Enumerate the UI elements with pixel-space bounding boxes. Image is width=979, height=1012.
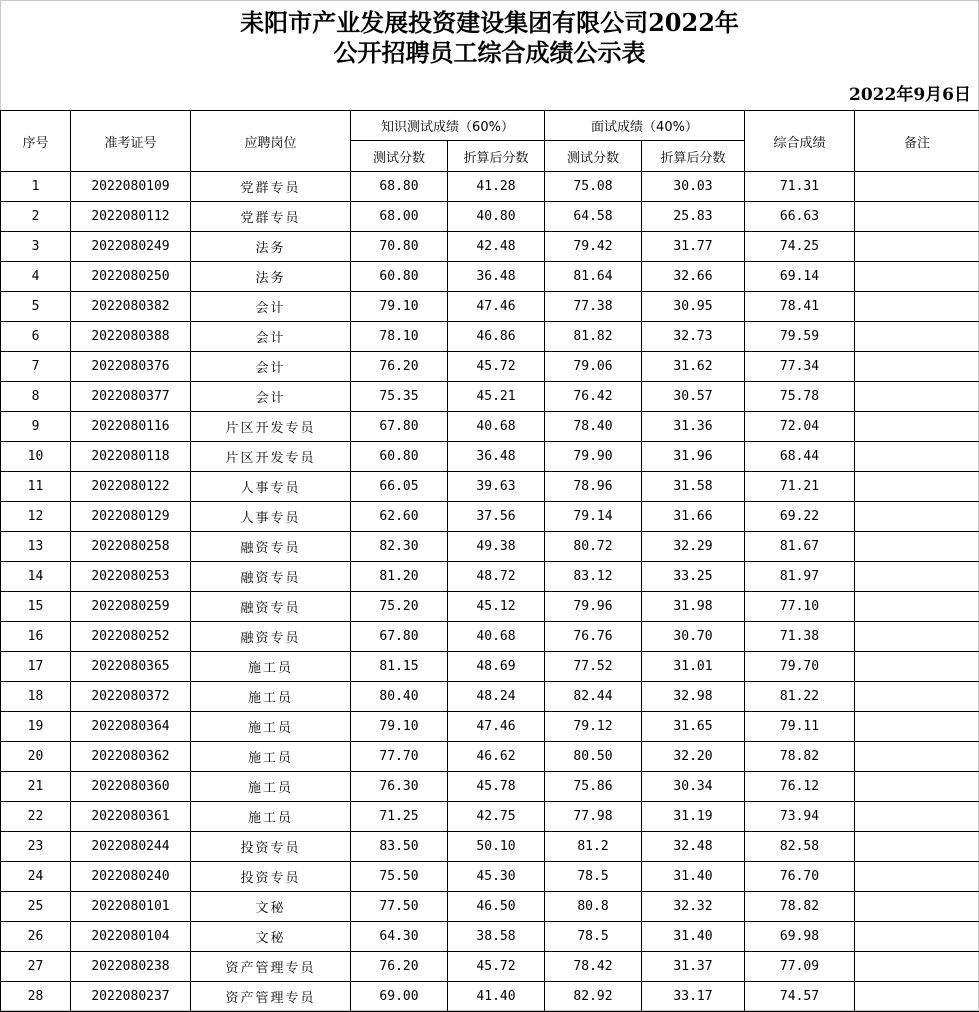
position-cell: 人事专员: [191, 472, 351, 502]
header-interview-test-score: 测试分数: [545, 141, 642, 172]
seq-cell: 10: [1, 442, 71, 472]
interview-test-score-cell: 82.44: [545, 682, 642, 712]
position-cell: 投资专员: [191, 862, 351, 892]
knowledge-converted-cell: 41.40: [448, 982, 545, 1012]
seq-cell: 17: [1, 652, 71, 682]
seq-cell: 27: [1, 952, 71, 982]
interview-converted-cell: 32.66: [642, 262, 745, 292]
knowledge-test-score-cell: 77.50: [351, 892, 448, 922]
position-cell: 会计: [191, 382, 351, 412]
exam-no-cell: 2022080109: [71, 172, 191, 202]
seq-cell: 6: [1, 322, 71, 352]
total-score-cell: 78.82: [745, 742, 855, 772]
knowledge-converted-cell: 42.48: [448, 232, 545, 262]
remark-cell: [855, 502, 979, 532]
knowledge-converted-cell: 45.72: [448, 352, 545, 382]
knowledge-converted-cell: 45.21: [448, 382, 545, 412]
remark-cell: [855, 862, 979, 892]
seq-cell: 22: [1, 802, 71, 832]
table-row: [1, 742, 979, 772]
total-score-cell: 78.82: [745, 892, 855, 922]
knowledge-test-score-cell: 75.50: [351, 862, 448, 892]
total-score-cell: 77.09: [745, 952, 855, 982]
exam-no-cell: 2022080364: [71, 712, 191, 742]
interview-test-score-cell: 81.82: [545, 322, 642, 352]
interview-converted-cell: 31.37: [642, 952, 745, 982]
position-cell: 施工员: [191, 712, 351, 742]
interview-converted-cell: 31.36: [642, 412, 745, 442]
interview-converted-cell: 32.29: [642, 532, 745, 562]
knowledge-converted-cell: 49.38: [448, 532, 545, 562]
interview-converted-cell: 32.20: [642, 742, 745, 772]
table-row: [1, 772, 979, 802]
seq-cell: 28: [1, 982, 71, 1012]
interview-test-score-cell: 78.42: [545, 952, 642, 982]
knowledge-test-score-cell: 60.80: [351, 442, 448, 472]
remark-cell: [855, 832, 979, 862]
exam-no-cell: 2022080253: [71, 562, 191, 592]
table-row: [1, 442, 979, 472]
interview-test-score-cell: 78.5: [545, 862, 642, 892]
interview-converted-cell: 33.17: [642, 982, 745, 1012]
remark-cell: [855, 982, 979, 1012]
interview-test-score-cell: 79.12: [545, 712, 642, 742]
header-interview-converted: 折算后分数: [642, 141, 745, 172]
seq-cell: 7: [1, 352, 71, 382]
interview-converted-cell: 33.25: [642, 562, 745, 592]
position-cell: 施工员: [191, 742, 351, 772]
total-score-cell: 81.67: [745, 532, 855, 562]
total-score-cell: 71.21: [745, 472, 855, 502]
remark-cell: [855, 202, 979, 232]
interview-converted-cell: 32.32: [642, 892, 745, 922]
interview-converted-cell: 25.83: [642, 202, 745, 232]
interview-converted-cell: 31.65: [642, 712, 745, 742]
remark-cell: [855, 652, 979, 682]
seq-cell: 9: [1, 412, 71, 442]
total-score-cell: 76.70: [745, 862, 855, 892]
interview-test-score-cell: 79.06: [545, 352, 642, 382]
position-cell: 会计: [191, 352, 351, 382]
interview-test-score-cell: 81.64: [545, 262, 642, 292]
interview-converted-cell: 31.40: [642, 922, 745, 952]
table-row: [1, 832, 979, 862]
seq-cell: 19: [1, 712, 71, 742]
interview-converted-cell: 32.48: [642, 832, 745, 862]
knowledge-test-score-cell: 76.20: [351, 352, 448, 382]
knowledge-converted-cell: 40.68: [448, 412, 545, 442]
table-row: [1, 652, 979, 682]
remark-cell: [855, 712, 979, 742]
publish-date: 2022年9月6日: [849, 84, 971, 106]
remark-cell: [855, 532, 979, 562]
table-row: [1, 562, 979, 592]
knowledge-test-score-cell: 83.50: [351, 832, 448, 862]
remark-cell: [855, 322, 979, 352]
table-row: [1, 532, 979, 562]
remark-cell: [855, 232, 979, 262]
total-score-cell: 68.44: [745, 442, 855, 472]
header-row-1: [1, 111, 979, 141]
interview-converted-cell: 30.70: [642, 622, 745, 652]
seq-cell: 4: [1, 262, 71, 292]
knowledge-test-score-cell: 67.80: [351, 412, 448, 442]
remark-cell: [855, 412, 979, 442]
exam-no-cell: 2022080361: [71, 802, 191, 832]
header-exam-no: 准考证号: [71, 111, 191, 172]
knowledge-test-score-cell: 68.00: [351, 202, 448, 232]
interview-test-score-cell: 77.52: [545, 652, 642, 682]
seq-cell: 13: [1, 532, 71, 562]
page-subtitle: 公开招聘员工综合成绩公示表: [0, 38, 979, 68]
header-total: 综合成绩: [745, 111, 855, 172]
position-cell: 施工员: [191, 682, 351, 712]
interview-converted-cell: 31.98: [642, 592, 745, 622]
position-cell: 融资专员: [191, 592, 351, 622]
seq-cell: 21: [1, 772, 71, 802]
knowledge-converted-cell: 46.86: [448, 322, 545, 352]
seq-cell: 20: [1, 742, 71, 772]
total-score-cell: 74.57: [745, 982, 855, 1012]
seq-cell: 26: [1, 922, 71, 952]
seq-cell: 16: [1, 622, 71, 652]
remark-cell: [855, 442, 979, 472]
table-row: [1, 502, 979, 532]
exam-no-cell: 2022080129: [71, 502, 191, 532]
exam-no-cell: 2022080382: [71, 292, 191, 322]
interview-converted-cell: 30.57: [642, 382, 745, 412]
table-row: [1, 622, 979, 652]
position-cell: 片区开发专员: [191, 412, 351, 442]
table-row: [1, 592, 979, 622]
interview-converted-cell: 31.40: [642, 862, 745, 892]
total-score-cell: 81.22: [745, 682, 855, 712]
knowledge-test-score-cell: 80.40: [351, 682, 448, 712]
interview-test-score-cell: 76.42: [545, 382, 642, 412]
exam-no-cell: 2022080377: [71, 382, 191, 412]
seq-cell: 5: [1, 292, 71, 322]
remark-cell: [855, 292, 979, 322]
knowledge-test-score-cell: 71.25: [351, 802, 448, 832]
exam-no-cell: 2022080252: [71, 622, 191, 652]
knowledge-test-score-cell: 81.20: [351, 562, 448, 592]
remark-cell: [855, 682, 979, 712]
interview-converted-cell: 31.58: [642, 472, 745, 502]
interview-converted-cell: 32.98: [642, 682, 745, 712]
knowledge-test-score-cell: 68.80: [351, 172, 448, 202]
knowledge-test-score-cell: 82.30: [351, 532, 448, 562]
remark-cell: [855, 772, 979, 802]
exam-no-cell: 2022080362: [71, 742, 191, 772]
seq-cell: 2: [1, 202, 71, 232]
remark-cell: [855, 592, 979, 622]
total-score-cell: 76.12: [745, 772, 855, 802]
total-score-cell: 72.04: [745, 412, 855, 442]
knowledge-converted-cell: 48.69: [448, 652, 545, 682]
knowledge-converted-cell: 45.30: [448, 862, 545, 892]
knowledge-converted-cell: 42.75: [448, 802, 545, 832]
interview-test-score-cell: 83.12: [545, 562, 642, 592]
interview-converted-cell: 32.73: [642, 322, 745, 352]
knowledge-converted-cell: 50.10: [448, 832, 545, 862]
exam-no-cell: 2022080116: [71, 412, 191, 442]
knowledge-test-score-cell: 67.80: [351, 622, 448, 652]
interview-test-score-cell: 77.38: [545, 292, 642, 322]
total-score-cell: 75.78: [745, 382, 855, 412]
seq-cell: 18: [1, 682, 71, 712]
table-row: [1, 952, 979, 982]
header-remark: 备注: [855, 111, 979, 172]
total-score-cell: 77.34: [745, 352, 855, 382]
knowledge-test-score-cell: 70.80: [351, 232, 448, 262]
seq-cell: 24: [1, 862, 71, 892]
knowledge-converted-cell: 48.24: [448, 682, 545, 712]
total-score-cell: 79.70: [745, 652, 855, 682]
table-row: [1, 262, 979, 292]
interview-converted-cell: 31.96: [642, 442, 745, 472]
interview-test-score-cell: 78.96: [545, 472, 642, 502]
knowledge-converted-cell: 45.72: [448, 952, 545, 982]
position-cell: 法务: [191, 262, 351, 292]
interview-converted-cell: 31.77: [642, 232, 745, 262]
remark-cell: [855, 382, 979, 412]
exam-no-cell: 2022080365: [71, 652, 191, 682]
results-table: [0, 110, 979, 1012]
position-cell: 融资专员: [191, 532, 351, 562]
knowledge-test-score-cell: 66.05: [351, 472, 448, 502]
exam-no-cell: 2022080376: [71, 352, 191, 382]
seq-cell: 15: [1, 592, 71, 622]
position-cell: 施工员: [191, 652, 351, 682]
knowledge-test-score-cell: 69.00: [351, 982, 448, 1012]
interview-test-score-cell: 79.42: [545, 232, 642, 262]
table-row: [1, 982, 979, 1012]
position-cell: 施工员: [191, 802, 351, 832]
exam-no-cell: 2022080250: [71, 262, 191, 292]
remark-cell: [855, 742, 979, 772]
knowledge-converted-cell: 47.46: [448, 712, 545, 742]
remark-cell: [855, 802, 979, 832]
interview-test-score-cell: 77.98: [545, 802, 642, 832]
exam-no-cell: 2022080258: [71, 532, 191, 562]
header-knowledge-test-score: 测试分数: [351, 141, 448, 172]
knowledge-converted-cell: 46.62: [448, 742, 545, 772]
interview-test-score-cell: 80.50: [545, 742, 642, 772]
table-row: [1, 892, 979, 922]
interview-test-score-cell: 80.72: [545, 532, 642, 562]
knowledge-test-score-cell: 60.80: [351, 262, 448, 292]
seq-cell: 12: [1, 502, 71, 532]
total-score-cell: 69.98: [745, 922, 855, 952]
remark-cell: [855, 262, 979, 292]
exam-no-cell: 2022080118: [71, 442, 191, 472]
interview-converted-cell: 30.03: [642, 172, 745, 202]
position-cell: 文秘: [191, 922, 351, 952]
position-cell: 人事专员: [191, 502, 351, 532]
knowledge-test-score-cell: 76.30: [351, 772, 448, 802]
table-row: [1, 472, 979, 502]
position-cell: 投资专员: [191, 832, 351, 862]
position-cell: 党群专员: [191, 172, 351, 202]
remark-cell: [855, 352, 979, 382]
remark-cell: [855, 622, 979, 652]
remark-cell: [855, 172, 979, 202]
exam-no-cell: 2022080101: [71, 892, 191, 922]
exam-no-cell: 2022080238: [71, 952, 191, 982]
interview-converted-cell: 30.34: [642, 772, 745, 802]
total-score-cell: 82.58: [745, 832, 855, 862]
total-score-cell: 81.97: [745, 562, 855, 592]
exam-no-cell: 2022080244: [71, 832, 191, 862]
table-row: [1, 412, 979, 442]
table-row: [1, 202, 979, 232]
total-score-cell: 69.22: [745, 502, 855, 532]
table-body: [1, 172, 979, 1012]
position-cell: 会计: [191, 322, 351, 352]
knowledge-converted-cell: 39.63: [448, 472, 545, 502]
seq-cell: 11: [1, 472, 71, 502]
exam-no-cell: 2022080360: [71, 772, 191, 802]
knowledge-converted-cell: 41.28: [448, 172, 545, 202]
interview-test-score-cell: 82.92: [545, 982, 642, 1012]
position-cell: 融资专员: [191, 562, 351, 592]
table-row: [1, 682, 979, 712]
total-score-cell: 78.41: [745, 292, 855, 322]
interview-test-score-cell: 78.5: [545, 922, 642, 952]
title-block: [0, 0, 979, 78]
seq-cell: 3: [1, 232, 71, 262]
remark-cell: [855, 562, 979, 592]
interview-test-score-cell: 75.86: [545, 772, 642, 802]
total-score-cell: 69.14: [745, 262, 855, 292]
position-cell: 党群专员: [191, 202, 351, 232]
position-cell: 融资专员: [191, 622, 351, 652]
page-title: 耒阳市产业发展投资建设集团有限公司2022年: [0, 0, 979, 38]
knowledge-test-score-cell: 79.10: [351, 712, 448, 742]
interview-test-score-cell: 79.96: [545, 592, 642, 622]
position-cell: 资产管理专员: [191, 982, 351, 1012]
position-cell: 文秘: [191, 892, 351, 922]
interview-test-score-cell: 64.58: [545, 202, 642, 232]
table-row: [1, 802, 979, 832]
interview-converted-cell: 31.19: [642, 802, 745, 832]
knowledge-test-score-cell: 62.60: [351, 502, 448, 532]
header-seq: 序号: [1, 111, 71, 172]
knowledge-test-score-cell: 77.70: [351, 742, 448, 772]
header-interview: 面试成绩（40%）: [545, 111, 745, 141]
interview-test-score-cell: 81.2: [545, 832, 642, 862]
position-cell: 施工员: [191, 772, 351, 802]
table-row: [1, 232, 979, 262]
position-cell: 法务: [191, 232, 351, 262]
interview-test-score-cell: 79.90: [545, 442, 642, 472]
interview-test-score-cell: 75.08: [545, 172, 642, 202]
knowledge-converted-cell: 45.78: [448, 772, 545, 802]
total-score-cell: 74.25: [745, 232, 855, 262]
interview-test-score-cell: 78.40: [545, 412, 642, 442]
position-cell: 资产管理专员: [191, 952, 351, 982]
remark-cell: [855, 922, 979, 952]
seq-cell: 14: [1, 562, 71, 592]
table-row: [1, 292, 979, 322]
interview-converted-cell: 31.62: [642, 352, 745, 382]
header-position: 应聘岗位: [191, 111, 351, 172]
knowledge-test-score-cell: 75.35: [351, 382, 448, 412]
exam-no-cell: 2022080112: [71, 202, 191, 232]
exam-no-cell: 2022080237: [71, 982, 191, 1012]
table-row: [1, 322, 979, 352]
total-score-cell: 79.59: [745, 322, 855, 352]
knowledge-converted-cell: 37.56: [448, 502, 545, 532]
interview-test-score-cell: 80.8: [545, 892, 642, 922]
total-score-cell: 66.63: [745, 202, 855, 232]
table-row: [1, 382, 979, 412]
exam-no-cell: 2022080249: [71, 232, 191, 262]
interview-converted-cell: 31.66: [642, 502, 745, 532]
header-knowledge-converted: 折算后分数: [448, 141, 545, 172]
total-score-cell: 73.94: [745, 802, 855, 832]
interview-converted-cell: 30.95: [642, 292, 745, 322]
knowledge-test-score-cell: 81.15: [351, 652, 448, 682]
exam-no-cell: 2022080240: [71, 862, 191, 892]
knowledge-converted-cell: 36.48: [448, 262, 545, 292]
table-row: [1, 172, 979, 202]
remark-cell: [855, 892, 979, 922]
knowledge-test-score-cell: 64.30: [351, 922, 448, 952]
table-row: [1, 712, 979, 742]
total-score-cell: 79.11: [745, 712, 855, 742]
seq-cell: 23: [1, 832, 71, 862]
knowledge-test-score-cell: 75.20: [351, 592, 448, 622]
header-knowledge-test: 知识测试成绩（60%）: [351, 111, 545, 141]
knowledge-converted-cell: 46.50: [448, 892, 545, 922]
seq-cell: 8: [1, 382, 71, 412]
total-score-cell: 77.10: [745, 592, 855, 622]
remark-cell: [855, 952, 979, 982]
knowledge-converted-cell: 36.48: [448, 442, 545, 472]
seq-cell: 1: [1, 172, 71, 202]
knowledge-converted-cell: 47.46: [448, 292, 545, 322]
knowledge-converted-cell: 45.12: [448, 592, 545, 622]
table-row: [1, 862, 979, 892]
knowledge-converted-cell: 40.68: [448, 622, 545, 652]
knowledge-test-score-cell: 79.10: [351, 292, 448, 322]
exam-no-cell: 2022080372: [71, 682, 191, 712]
remark-cell: [855, 472, 979, 502]
total-score-cell: 71.31: [745, 172, 855, 202]
seq-cell: 25: [1, 892, 71, 922]
position-cell: 片区开发专员: [191, 442, 351, 472]
knowledge-converted-cell: 48.72: [448, 562, 545, 592]
knowledge-converted-cell: 38.58: [448, 922, 545, 952]
knowledge-converted-cell: 40.80: [448, 202, 545, 232]
knowledge-test-score-cell: 76.20: [351, 952, 448, 982]
exam-no-cell: 2022080104: [71, 922, 191, 952]
interview-test-score-cell: 79.14: [545, 502, 642, 532]
interview-converted-cell: 31.01: [642, 652, 745, 682]
knowledge-test-score-cell: 78.10: [351, 322, 448, 352]
exam-no-cell: 2022080388: [71, 322, 191, 352]
interview-test-score-cell: 76.76: [545, 622, 642, 652]
table-row: [1, 922, 979, 952]
position-cell: 会计: [191, 292, 351, 322]
total-score-cell: 71.38: [745, 622, 855, 652]
exam-no-cell: 2022080122: [71, 472, 191, 502]
table-row: [1, 352, 979, 382]
exam-no-cell: 2022080259: [71, 592, 191, 622]
